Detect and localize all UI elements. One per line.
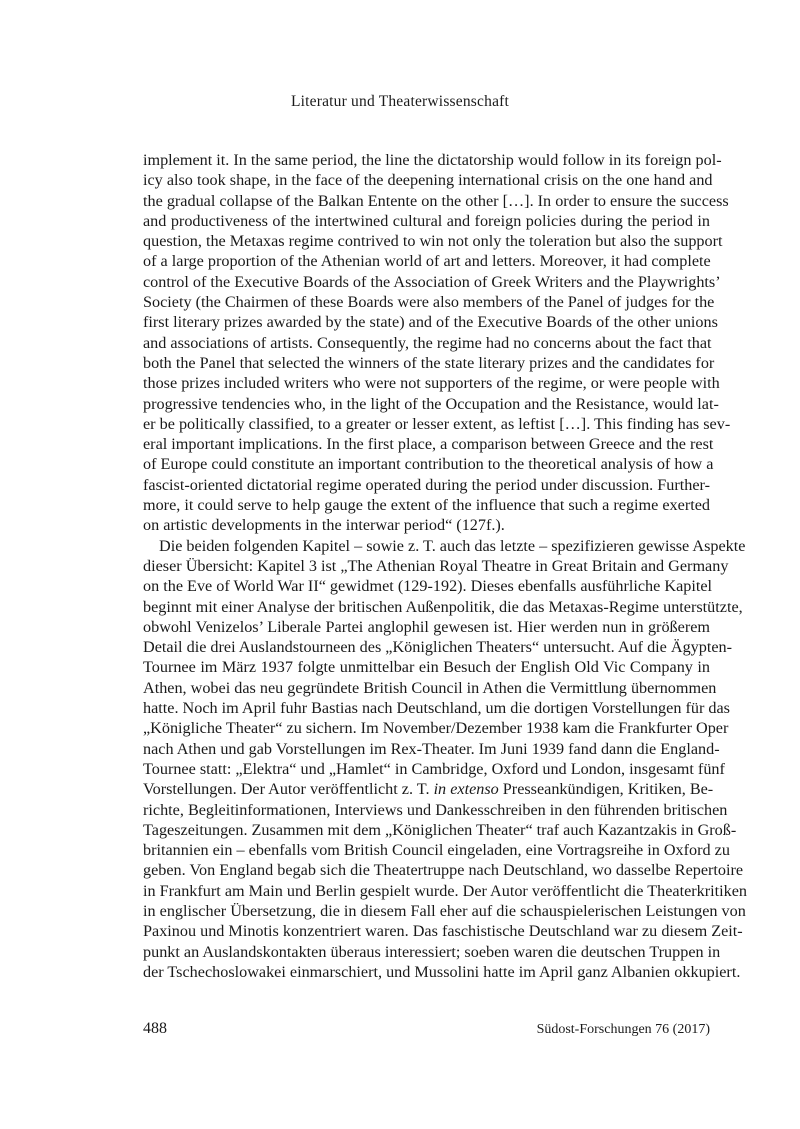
text-segment: britannien ein – ebenfalls vom British Council eingeladen, eine Vortragsreihe in Oxford zu bbox=[143, 841, 730, 860]
text-line bbox=[143, 150, 722, 170]
text-line bbox=[143, 515, 710, 535]
text-segment: eral important implications. In the first place, a comparison between Greece and the rest bbox=[143, 435, 714, 454]
text-line bbox=[143, 840, 730, 860]
text-segment: question, the Metaxas regime contrived to win not only the toleration but also the support bbox=[143, 232, 723, 251]
text-line bbox=[143, 414, 731, 434]
text-line bbox=[143, 962, 741, 982]
text-segment: on the Eve of World War II“ gewidmet (129-192). Dieses ebenfalls ausführliche Kapitel bbox=[143, 577, 713, 596]
text-segment: of a large proportion of the Athenian world of art and letters. Moreover, it had complete bbox=[143, 252, 711, 271]
text-line bbox=[143, 617, 710, 637]
text-line bbox=[143, 739, 720, 759]
text-line bbox=[143, 800, 728, 820]
page-number: 488 bbox=[143, 1020, 167, 1037]
text-segment: on artistic developments in the interwar period“ (127f.). bbox=[143, 516, 505, 535]
text-segment: Tournee statt: „Elektra“ und „Hamlet“ in Cambridge, Oxford und London, insgesamt fünf bbox=[143, 759, 725, 778]
text-segment: Presseankündigen, Kritiken, Be- bbox=[498, 780, 714, 799]
text-segment: obwohl Venizelos’ Liberale Partei anglophil gewesen ist. Hier werden nun in größerem bbox=[143, 617, 710, 636]
text-segment: dieser Übersicht: Kapitel 3 ist „The Athenian Royal Theatre in Great Britain and Germany bbox=[143, 556, 729, 575]
running-header: Literatur und Theaterwissenschaft bbox=[290, 93, 510, 110]
text-line bbox=[143, 211, 710, 231]
text-line bbox=[143, 536, 746, 556]
text-line bbox=[143, 251, 710, 271]
text-segment: er be politically classified, to a greater or lesser extent, as leftist […]. This finding has sev- bbox=[143, 414, 731, 433]
text-segment: Die beiden folgenden Kapitel – sowie z. T. auch das letzte – spezifizieren gewisse Aspekte bbox=[159, 536, 746, 555]
text-segment: more, it could serve to help gauge the extent of the influence that such a regime exerted bbox=[143, 496, 710, 515]
text-segment: control of the Executive Boards of the Association of Greek Writers and the Playwrights’ bbox=[143, 272, 721, 291]
text-segment: richte, Begleitinformationen, Interviews und Dankesschreiben in den führenden britischen bbox=[143, 800, 728, 819]
text-segment: geben. Von England begab sich die Theatertruppe nach Deutschland, wo dasselbe Repertoire bbox=[143, 861, 744, 880]
text-line bbox=[143, 921, 743, 941]
text-line bbox=[143, 779, 714, 799]
text-segment: and associations of artists. Consequently, the regime had no concerns about the fact that bbox=[143, 333, 712, 352]
text-line bbox=[143, 657, 710, 677]
text-segment: punkt an Auslandskontakten überaus interessiert; soeben waren die deutschen Truppen in bbox=[143, 942, 721, 961]
text-segment: nach Athen und gab Vorstellungen im Rex-Theater. Im Juni 1939 fand dann die England- bbox=[143, 739, 720, 758]
text-segment: both the Panel that selected the winners of the state literary prizes and the candidates for bbox=[143, 353, 715, 372]
text-segment: Paxinou und Minotis konzentriert waren. Das faschistische Deutschland war zu diesem Zeit- bbox=[143, 922, 743, 941]
text-segment: der Tschechoslowakei einmarschiert, und Mussolini hatte im April ganz Albanien okkupiert. bbox=[143, 962, 741, 981]
text-segment: implement it. In the same period, the line the dictatorship would follow in its foreign pol- bbox=[143, 151, 722, 169]
text-segment: of Europe could constitute an important contribution to the theoretical analysis of how a bbox=[143, 455, 714, 474]
text-line bbox=[143, 881, 748, 901]
text-line bbox=[143, 860, 744, 880]
text-line bbox=[143, 901, 746, 921]
text-line bbox=[143, 759, 725, 779]
text-line bbox=[143, 312, 718, 332]
text-segment: Vorstellungen. Der Autor veröffentlicht z. T. bbox=[143, 780, 434, 799]
text-segment: „Königliche Theater“ zu sichern. Im November/Dezember 1938 kam die Frankfurter Oper bbox=[143, 719, 729, 738]
text-line bbox=[143, 820, 737, 840]
text-line bbox=[143, 292, 715, 312]
text-line bbox=[143, 373, 720, 393]
text-line bbox=[143, 495, 710, 515]
text-segment: in englischer Übersetzung, die in diesem Fall eher auf die schauspielerischen Leistungen von bbox=[143, 901, 746, 920]
text-line bbox=[143, 698, 730, 718]
text-segment: hatte. Noch im April fuhr Bastias nach Deutschland, um die dortigen Vorstellungen für das bbox=[143, 699, 730, 718]
text-line bbox=[143, 170, 713, 190]
text-segment: first literary prizes awarded by the state) and of the Executive Boards of the other unions bbox=[143, 313, 718, 332]
text-line bbox=[143, 272, 721, 292]
text-segment: the gradual collapse of the Balkan Entente on the other […]. In order to ensure the success bbox=[143, 191, 729, 210]
text-line bbox=[143, 576, 713, 596]
text-line bbox=[143, 678, 717, 698]
text-segment: beginnt mit einer Analyse der britischen Außenpolitik, die das Metaxas-Regime unterstützte, bbox=[143, 597, 743, 616]
text-segment: and productiveness of the intertwined cultural and foreign policies during the period in bbox=[143, 211, 710, 230]
text-line bbox=[143, 556, 729, 576]
text-line bbox=[143, 597, 743, 617]
text-segment: those prizes included writers who were not supporters of the regime, or were people with bbox=[143, 374, 720, 393]
text-segment: progressive tendencies who, in the light of the Occupation and the Resistance, would lat- bbox=[143, 394, 719, 413]
text-segment: in Frankfurt am Main und Berlin gespielt wurde. Der Autor veröffentlicht die Theaterkritiken bbox=[143, 881, 748, 900]
text-segment: icy also took shape, in the face of the deepening international crisis on the one hand and bbox=[143, 171, 713, 190]
body-text bbox=[143, 150, 748, 982]
text-segment: Detail die drei Auslandstourneen des „Königlichen Theaters“ untersucht. Auf die Ägypten- bbox=[143, 638, 733, 657]
italic-text: in extenso bbox=[433, 780, 499, 799]
text-segment: Tageszeitungen. Zusammen mit dem „Königlichen Theater“ traf auch Kazantzakis in Groß- bbox=[143, 820, 737, 839]
text-line bbox=[143, 191, 729, 211]
text-line bbox=[143, 434, 714, 454]
text-segment: Tournee im März 1937 folgte unmittelbar ein Besuch der English Old Vic Company in bbox=[143, 658, 710, 677]
text-line bbox=[143, 231, 723, 251]
text-line bbox=[143, 942, 721, 962]
text-line bbox=[143, 637, 733, 657]
text-line bbox=[143, 475, 710, 495]
text-line bbox=[143, 353, 715, 373]
text-line bbox=[143, 454, 714, 474]
text-line bbox=[143, 333, 710, 353]
journal-citation: Südost-Forschungen 76 (2017) bbox=[536, 1022, 710, 1037]
text-segment: Society (the Chairmen of these Boards were also members of the Panel of judges for the bbox=[143, 293, 715, 312]
text-line bbox=[143, 718, 729, 738]
text-segment: Athen, wobei das neu gegründete British Council in Athen die Vermittlung übernommen bbox=[143, 678, 717, 697]
text-segment: fascist-oriented dictatorial regime operated during the period under discussion. Further- bbox=[143, 475, 710, 494]
text-line bbox=[143, 394, 719, 414]
